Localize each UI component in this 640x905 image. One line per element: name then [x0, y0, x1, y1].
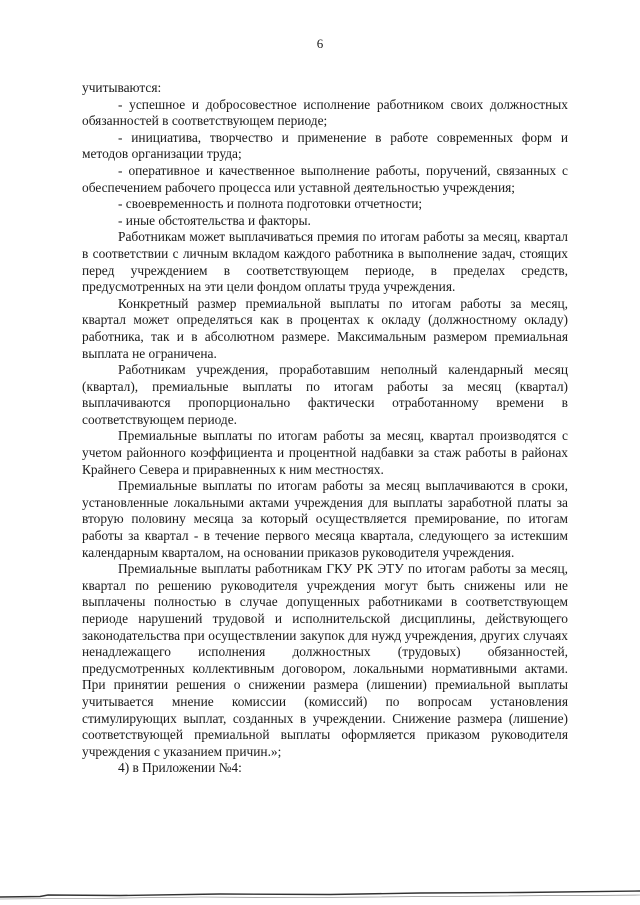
paragraph-9: Премиальные выплаты по итогам работы за месяц, квартал производятся с учетом районного коэффициента и процентной надбавки за стаж работы в районах Крайнего Севера и приравненных к ним местностях. [82, 428, 568, 477]
paragraph-5: - иные обстоятельства и факторы. [118, 212, 311, 228]
document-body [82, 80, 568, 777]
paragraph-2: - инициатива, творчество и применение в работе современных форм и методов организации труда; [82, 129, 568, 162]
paragraph-11: Премиальные выплаты работникам ГКУ РК ЭТУ по итогам работы за месяц, квартал по решению руководителя учреждения могут быть снижены или не выплачены полностью в случае допущенных работниками в соответствующем периоде нарушений трудовой и исполнительской дисциплины, действующего законодательства при осуществлении закупок для нужд учреждения, других случаях ненадлежащего исполнения должностных (трудовых) обязанностей, предусмотренных коллективным договором, локальными нормативными актами. При принятии решения о снижении размера (лишении) премиальной выплаты учитывается мнение комиссии (комиссий) по вопросам установления стимулирующих выплат, созданных в учреждении. Снижение размера (лишение) соответствующей премиальной выплаты оформляется приказом руководителя учреждения с указанием причин.»; [82, 561, 568, 759]
paragraph-10: Премиальные выплаты по итогам работы за месяц выплачиваются в сроки, установленные локальными актами учреждения для выплаты заработной платы за вторую половину месяца за который осуществляется премирование, по итогам работы за квартал - в течение первого месяца квартала, следующего за истекшим календарным кварталом, на основании приказов руководителя учреждения. [82, 478, 568, 560]
page-number: 6 [316, 36, 324, 51]
paragraph-3: - оперативное и качественное выполнение работы, поручений, связанных с обеспечением рабочего процесса или уставной деятельностью учреждения; [82, 162, 568, 195]
paragraph-0: учитываются: [82, 80, 162, 95]
paragraph-12: 4) в Приложении №4: [118, 760, 242, 776]
paragraph-4: - своевременность и полнота подготовки отчетности; [118, 196, 423, 212]
paragraph-6: Работникам может выплачиваться премия по итогам работы за месяц, квартал в соответствии с личным вкладом каждого работника в выполнение задач, стоящих перед учреждением в соответствующем периоде, в пределах средств, предусмотренных на эти цели фондом оплаты труда учреждения. [82, 229, 568, 295]
paragraph-1: - успешное и добросовестное исполнение работником своих должностных обязанностей в соответствующем периоде; [82, 96, 568, 129]
paragraph-7: Конкретный размер премиальной выплаты по итогам работы за месяц, квартал может определяться как в процентах к окладу (должностному окладу) работника, так и в абсолютном размере. Максимальным размером премиальная выплата не ограничена. [82, 295, 568, 361]
scan-edge-line [0, 883, 640, 903]
paragraph-8: Работникам учреждения, проработавшим неполный календарный месяц (квартал), премиальные выплаты по итогам работы за месяц (квартал) выплачиваются пропорционально фактически отработанному времени в соответствующем периоде. [82, 362, 568, 427]
